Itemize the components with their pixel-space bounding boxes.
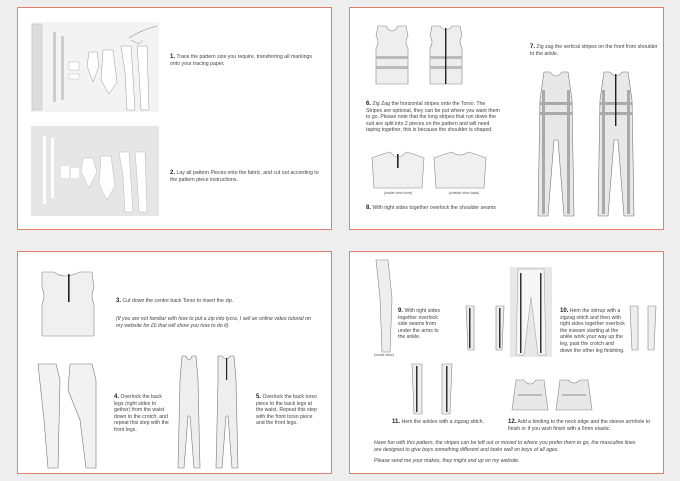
stirrup-legs-drawing: [510, 267, 552, 357]
zip-tutorial-note: (If you are not familiar with how to put a zip into lycra, I sell an online video tutorial on my website for £6 that will show you how to do it): [116, 316, 311, 329]
step-7: 7. Zig zag the vertical stripes on the front from shoulder to the ankle.: [530, 44, 658, 57]
step-9: 9. With right sides together overlock side seams from under the arms to the ankle.: [398, 308, 440, 341]
step-11: 11. Hem the ankles with a zigzag stitch.: [392, 419, 484, 425]
step-1: 1. Trace the pattern size you require, transferring all markings onto your tracing paper.: [170, 54, 312, 67]
step-12: 12. Add a binding to the neck edge and the sleeve armhole to finish or if you wish finish with a 6mm elastic.: [508, 419, 651, 432]
stirrup-detail-drawing: [590, 304, 660, 354]
legs-overlock-drawing: [34, 360, 104, 470]
page-4: [349, 251, 664, 474]
step-5: 5. Overlock the back torso piece to the back legs at the waist. Repeat this step with the front torso piece and the front legs.: [256, 394, 317, 427]
page-3: [17, 251, 332, 474]
step-3: 3. Cut down the centre back Torso to insert the zip.: [116, 298, 234, 304]
torso-to-legs-drawing: [178, 354, 248, 470]
back-torso-zip-drawing: [36, 268, 106, 338]
tracing-paper-image: [31, 22, 159, 112]
tracing-paper-drawing: [31, 22, 159, 112]
caption-outside-view-back: (outside view back): [448, 191, 480, 195]
fabric-layout-drawing: [31, 126, 159, 216]
stirrup-photo: [510, 267, 552, 357]
step-2: 2. Lay all pattern Pieces onto the fabric, and cut out according to the pattern piece instructions.: [170, 170, 319, 183]
page-1: [17, 7, 332, 230]
send-makes-note: Please send me your makes, they might end up on my website.: [374, 458, 520, 464]
caption-inside-view-front: (inside view front): [383, 191, 413, 195]
shoulder-seams-drawing: [368, 148, 478, 208]
ankle-hem-drawing: [408, 362, 458, 416]
side-seam-legs-drawing: [464, 304, 510, 354]
fabric-layout-image: [31, 126, 159, 216]
step-8: 8. With right sides together overlock the shoulder seams: [366, 205, 496, 211]
closing-note: Have fun with this pattern, the stripes can be left out or moved to where you prefer them to go, the masculine lines are designed to give boys something different and looks well on boys of all ages.: [374, 440, 636, 453]
step-10: 10. Hem the stirrup with a zigzag stitch and then with right sides together overlock the inseam starting at the ankle work your way up the leg, past the crotch and down the other leg finishing.: [560, 308, 625, 354]
step-6: 6. Zig Zag the horizontal stripes onto the Torso. The Stripes are optional, they can be put where you want them to go. Please note that the long stripes that run down the suit are split into 2 pieces on the pattern and will need taping together, this is because the shoulder is shaped.: [366, 101, 500, 134]
page-2: [349, 7, 664, 230]
caption-inside-view: (inside view): [374, 353, 394, 357]
binding-neck-drawing: [510, 378, 600, 412]
jumpsuit-vertical-stripes-drawing: [532, 70, 652, 218]
step-4: 4. Overlock the back legs (right sides to gether) from the waist down to the crotch, and repeat this step with the front legs.: [114, 394, 169, 433]
side-seam-inside-view-drawing: [372, 258, 398, 354]
torso-stripes-drawing: [370, 22, 470, 92]
